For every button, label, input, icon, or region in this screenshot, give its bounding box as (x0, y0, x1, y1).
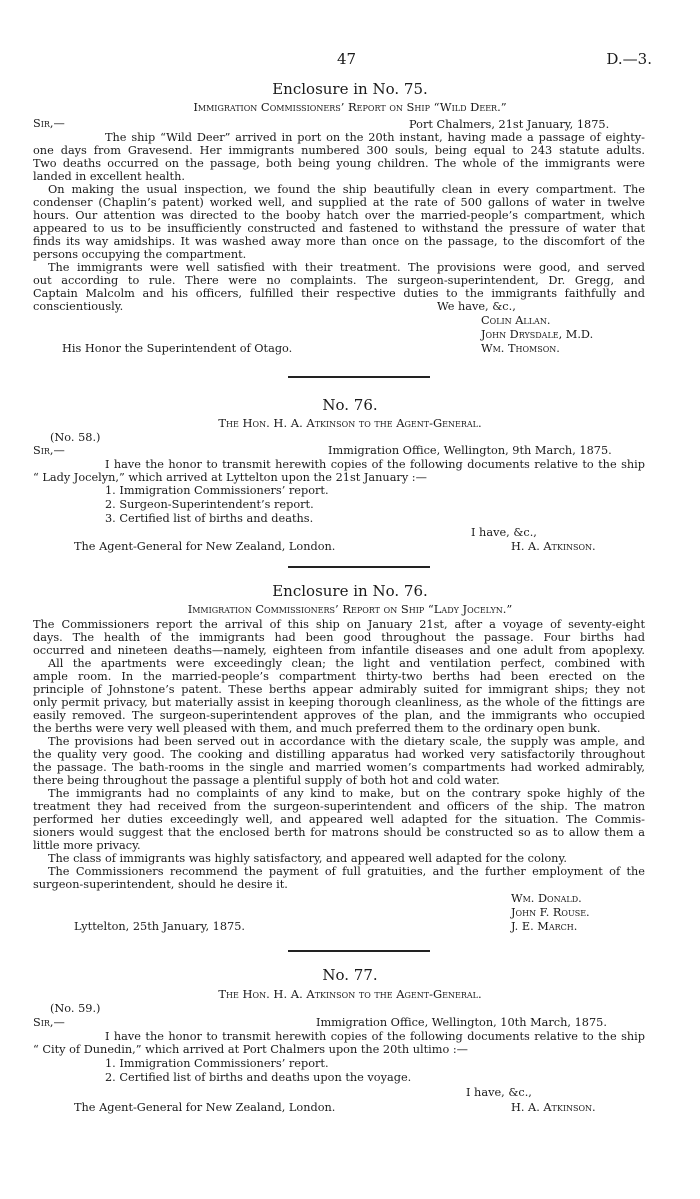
enclosure-76-place-date: Lyttelton, 25th January, 1875. (74, 920, 245, 933)
enclosure-76-line: performed her duties exceedingly well, and appeared well adapted for the situation. The Commis- (33, 813, 645, 826)
no-76-addressee: The Agent-General for New Zealand, London. (74, 540, 336, 553)
enclosure-75-signatory: Wm. Thomson. (481, 342, 560, 355)
no-77-line: “ City of Dunedin,” which arrived at Port Chalmers upon the 20th ultimo :— (33, 1043, 468, 1056)
no-77-addressee: The Agent-General for New Zealand, London. (74, 1101, 336, 1114)
enclosure-75-signatory: Colin Allan. (481, 314, 551, 327)
enclosure-76-line: sioners would suggest that the enclosed berth for matrons should be constructed so as to allow them a (33, 826, 645, 839)
enclosure-75-closing: We have, &c., (437, 300, 516, 313)
enclosure-76-line: surgeon-superintendent, should he desire it. (33, 878, 288, 891)
no-76-closing: I have, &c., (471, 526, 537, 539)
no-76-subtitle (0, 416, 700, 430)
enclosure-75-line: conscientiously. (33, 300, 124, 313)
enclosure-75-line: out according to rule. There were no complaints. The surgeon-superintendent, Dr. Gregg, and (33, 274, 645, 287)
enclosure-76-line: little more privacy. (33, 839, 141, 852)
enclosure-75-salutation: Sir,— (33, 117, 65, 130)
enclosure-76-line: principle of Johnstone’s patent. These berths appear admirably suited for immigrant ships; they not (33, 683, 645, 696)
enclosure-75-line: The immigrants were well satisfied with their treatment. The provisions were good, and served (48, 261, 645, 274)
enclosure-76-signatory: J. E. March. (511, 920, 578, 933)
enclosure-76-line: All the apartments were exceedingly clean; the light and ventilation perfect, combined with (48, 657, 645, 670)
no-76-line: “ Lady Jocelyn,” which arrived at Lyttelton upon the 21st January :— (33, 471, 427, 484)
enclosure-76-line: The immigrants had no complaints of any kind to make, but on the contrary spoke highly of the (48, 787, 645, 800)
enclosure-75-line: persons occupying the compartment. (33, 248, 247, 261)
enclosure-75-signatory: John Drysdale, M.D. (481, 328, 594, 341)
no-76-list-item: 2. Surgeon-Superintendent’s report. (105, 498, 314, 511)
enclosure-75-subtitle: Immigration Commissioners’ Report on Ship “Wild Deer.” (193, 100, 507, 114)
no-76-place-date: Immigration Office, Wellington, 9th March, 1875. (328, 444, 612, 457)
page-number: 47 (337, 50, 357, 68)
section-divider (288, 950, 430, 952)
enclosure-76-subtitle: Immigration Commissioners’ Report on Ship “Lady Jocelyn.” (187, 602, 513, 616)
no-77-signatory: H. A. Atkinson. (511, 1101, 596, 1114)
enclosure-76-line: ample room. In the married-people’s compartment thirty-two berths had been erected on the (33, 670, 645, 683)
no-76-reference: (No. 58.) (50, 431, 101, 444)
enclosure-75-line: appeared to us to be insufficiently constructed and fastened to withstand the pressure of water that (33, 222, 645, 235)
no-77-list-item: 1. Immigration Commissioners’ report. (105, 1057, 329, 1070)
no-76-signatory: H. A. Atkinson. (511, 540, 596, 553)
enclosure-76-line: occurred and nineteen deaths—namely, eighteen from infantile diseases and one adult from apoplexy. (33, 644, 645, 657)
enclosure-75-addressee: His Honor the Superintendent of Otago. (62, 342, 293, 355)
no-77-place-date: Immigration Office, Wellington, 10th March, 1875. (316, 1016, 607, 1029)
enclosure-76-line: the berths were very well pleased with them, and much preferred them to the ordinary open bunk. (33, 722, 601, 735)
section-reference: D.—3. (606, 50, 652, 68)
enclosure-76-line: The Commissioners recommend the payment of full gratuities, and the further employment of the (48, 865, 645, 878)
enclosure-75-line: condenser (Chaplin’s patent) worked well, and supplied at the rate of 500 gallons of water in twelve (33, 196, 645, 209)
enclosure-75-line: Two deaths occurred on the passage, both being young children. The whole of the immigrants were (33, 157, 645, 170)
enclosure-75-line: finds its way amidships. It was washed away more than once on the passage, to the discomfort of the (33, 235, 645, 248)
enclosure-76-signatory: John F. Rouse. (511, 906, 590, 919)
no-76-list-item: 3. Certified list of births and deaths. (105, 512, 314, 525)
enclosure-76-line: The class of immigrants was highly satisfactory, and appeared well adapted for the colony. (48, 852, 567, 865)
enclosure-76-line: there being throughout the passage a plentiful supply of both hot and cold water. (33, 774, 500, 787)
enclosure-76-line: only permit privacy, but materially assist in keeping thorough cleanliness, as the whole of the fittings are (33, 696, 645, 709)
enclosure-76-line: The Commissioners report the arrival of this ship on January 21st, after a voyage of seventy-eight (33, 618, 645, 631)
no-77-list-item: 2. Certified list of births and deaths upon the voyage. (105, 1071, 412, 1084)
enclosure-76-signatory: Wm. Donald. (511, 892, 582, 905)
no-76-list-item: 1. Immigration Commissioners’ report. (105, 484, 329, 497)
enclosure-76-line: treatment they had received from the surgeon-superintendent and officers of the ship. The matron (33, 800, 645, 813)
enclosure-75-title: Enclosure in No. 75. (272, 80, 428, 98)
section-divider (288, 376, 430, 378)
no-76-title: No. 76. (322, 396, 378, 414)
section-divider (288, 566, 430, 568)
no-77-reference: (No. 59.) (50, 1002, 101, 1015)
enclosure-76-line: easily removed. The surgeon-superintendent approves of the plan, and the immigrants who occupied (33, 709, 645, 722)
enclosure-76-line: the quality very good. The cooking and distilling apparatus had worked very satisfactorily throughout (33, 748, 645, 761)
enclosure-75-line: one days from Gravesend. Her immigrants numbered 300 souls, being equal to 243 statute adults. (33, 144, 645, 157)
enclosure-75-line: landed in excellent health. (33, 170, 185, 183)
enclosure-76-title: Enclosure in No. 76. (272, 582, 428, 600)
no-76-salutation: Sir,— (33, 444, 65, 457)
enclosure-75-line: Captain Malcolm and his officers, fulfilled their respective duties to the immigrants faithfully and (33, 287, 645, 300)
no-77-closing: I have, &c., (466, 1086, 532, 1099)
no-77-salutation: Sir,— (33, 1016, 65, 1029)
no-77-line: I have the honor to transmit herewith copies of the following documents relative to the ship (105, 1030, 645, 1043)
enclosure-75-line: hours. Our attention was directed to the booby hatch over the married-people’s compartment, which (33, 209, 645, 222)
no-76-subtitle-text: The Hon. H. A. Atkinson to the Agent-General. (218, 416, 482, 430)
no-77-subtitle-text: The Hon. H. A. Atkinson to the Agent-General. (218, 987, 482, 1001)
enclosure-75-place-date: Port Chalmers, 21st January, 1875. (409, 118, 610, 131)
enclosure-75-line: The ship “Wild Deer” arrived in port on the 20th instant, having made a passage of eighty- (105, 131, 645, 144)
enclosure-76-line: The provisions had been served out in accordance with the dietary scale, the supply was ample, and (48, 735, 645, 748)
no-76-line: I have the honor to transmit herewith copies of the following documents relative to the ship (105, 458, 645, 471)
no-77-title: No. 77. (322, 966, 378, 984)
enclosure-76-line: the passage. The bath-rooms in the single and married women’s compartments had worked admirably, (33, 761, 645, 774)
no-77-subtitle (0, 987, 700, 1001)
enclosure-75-line: On making the usual inspection, we found the ship beautifully clean in every compartment. The (48, 183, 645, 196)
enclosure-76-line: days. The health of the immigrants had been good throughout the passage. Four births had (33, 631, 645, 644)
